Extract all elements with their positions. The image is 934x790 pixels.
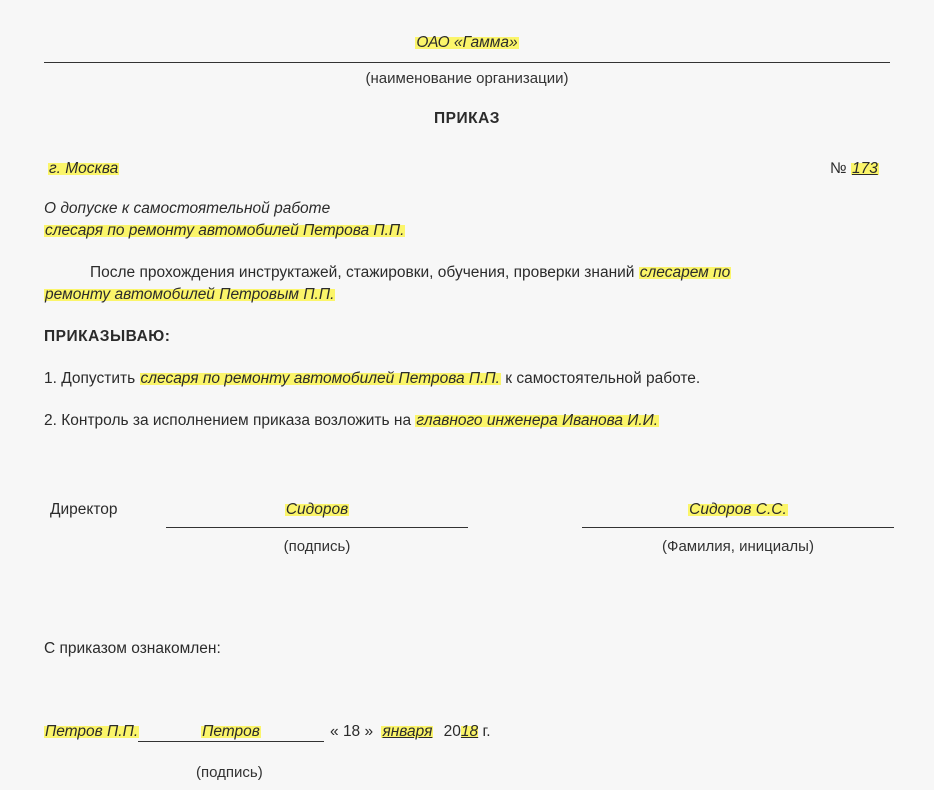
- signatory-role: Директор: [50, 501, 118, 518]
- month: января: [382, 723, 433, 740]
- order-number: [830, 160, 879, 178]
- signature-caption: (подпись): [283, 538, 351, 555]
- organization-name: ОАО «Гамма»: [416, 34, 518, 51]
- day: 18: [342, 723, 361, 740]
- full-name-caption: (Фамилия, инициалы): [662, 538, 814, 555]
- city: г. Москва: [49, 160, 119, 177]
- preamble-line-1: После прохождения инструктажей, стажировки, обучения, проверки знаний слесарем по: [90, 264, 731, 281]
- organization-underline: [44, 62, 890, 63]
- subject-line-2: слесаря по ремонту автомобилей Петрова П.П.: [45, 222, 405, 239]
- order-heading: ПРИКАЗЫВАЮ:: [44, 328, 171, 345]
- organization-caption: (наименование организации): [365, 70, 569, 87]
- order-number-value: 173: [851, 160, 878, 177]
- acknowledgement-label: С приказом ознакомлен:: [44, 640, 221, 657]
- director-signature: Сидоров: [285, 501, 349, 518]
- order-number-label: №: [830, 160, 847, 177]
- year: 2018: [443, 723, 479, 740]
- employee-signature-line: [138, 741, 324, 742]
- document-title: ПРИКАЗ: [434, 110, 500, 127]
- employee-name: Петров П.П.: [45, 723, 139, 740]
- year-unit: г.: [482, 723, 491, 740]
- signature-line: [166, 527, 468, 528]
- director-full-name: Сидоров С.С.: [689, 501, 787, 518]
- acknowledgement-date: [330, 723, 491, 741]
- employee-signature-caption: (подпись): [196, 764, 263, 781]
- order-item-2: 2. Контроль за исполнением приказа возложить на главного инженера Иванова И.И.: [44, 412, 659, 429]
- order-item-1: 1. Допустить слесаря по ремонту автомобилей Петрова П.П. к самостоятельной работе.: [44, 370, 701, 387]
- employee-signature: Петров: [202, 723, 260, 740]
- preamble-line-2: ремонту автомобилей Петровым П.П.: [45, 286, 335, 303]
- day-close-quote: »: [364, 723, 374, 740]
- subject-line-1: О допуске к самостоятельной работе: [44, 200, 331, 217]
- day-open-quote: «: [330, 723, 339, 740]
- full-name-line: [582, 527, 894, 528]
